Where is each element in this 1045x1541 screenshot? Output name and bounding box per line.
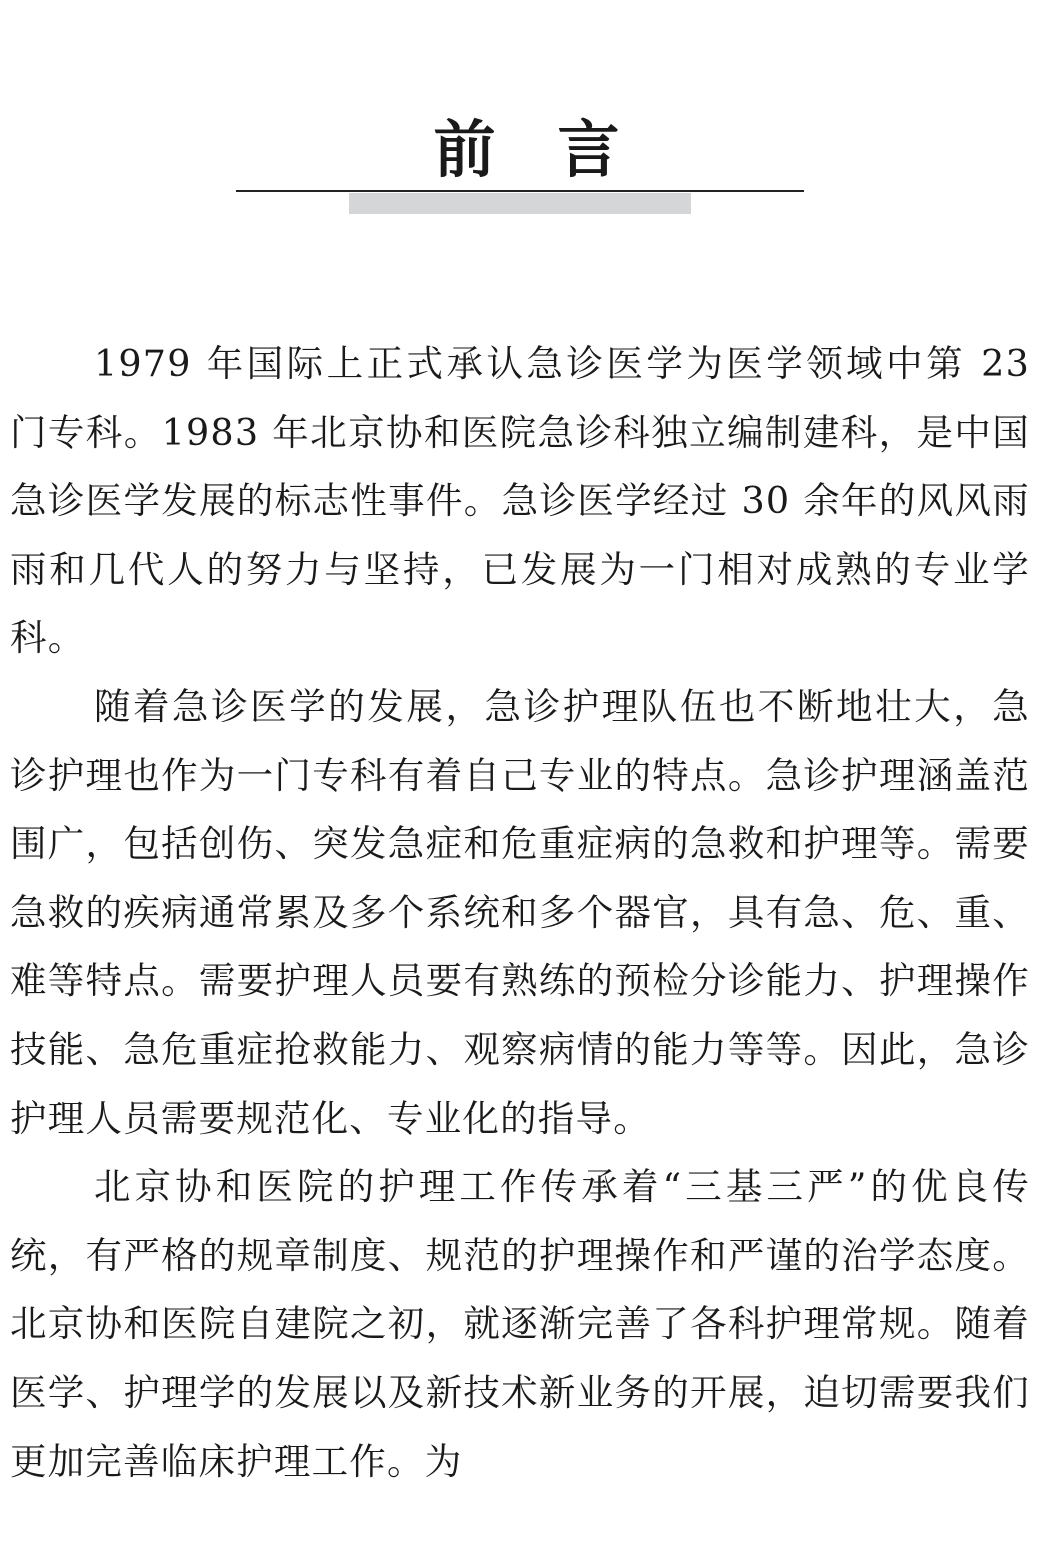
paragraph-3: 北京协和医院的护理工作传承着“三基三严”的优良传统，有严格的规章制度、规范的护理操作和严谨的治学态度。北京协和医院自建院之初，就逐渐完善了各科护理常规。随着医学、护理学的发展以及新技术新业务的开展，迫切需要我们更加完善临床护理工作。为 — [10, 1165, 1030, 1483]
paragraph-1: 1979 年国际上正式承认急诊医学为医学领域中第 23 门专科。1983 年北京协和医院急诊科独立编制建科，是中国急诊医学发展的标志性事件。急诊医学经过 30 余年的风风雨雨和几代人的努力与坚持，已发展为一门相对成熟的专业学科。 — [10, 342, 1030, 660]
title-decorative-bar — [349, 193, 691, 214]
body-text — [10, 330, 1030, 1496]
title-block — [0, 110, 1045, 190]
paragraph-2: 随着急诊医学的发展，急诊护理队伍也不断地壮大，急诊护理也作为一门专科有着自己专业的特点。急诊护理涵盖范围广，包括创伤、突发急症和危重症病的急救和护理等。需要急救的疾病通常累及多个系统和多个器官，具有急、危、重、难等特点。需要护理人员要有熟练的预检分诊能力、护理操作技能、急危重症抢救能力、观察病情的能力等等。因此，急诊护理人员需要规范化、专业化的指导。 — [10, 684, 1030, 1140]
page-title: 前 言 — [433, 113, 620, 186]
title-underline — [236, 190, 804, 192]
